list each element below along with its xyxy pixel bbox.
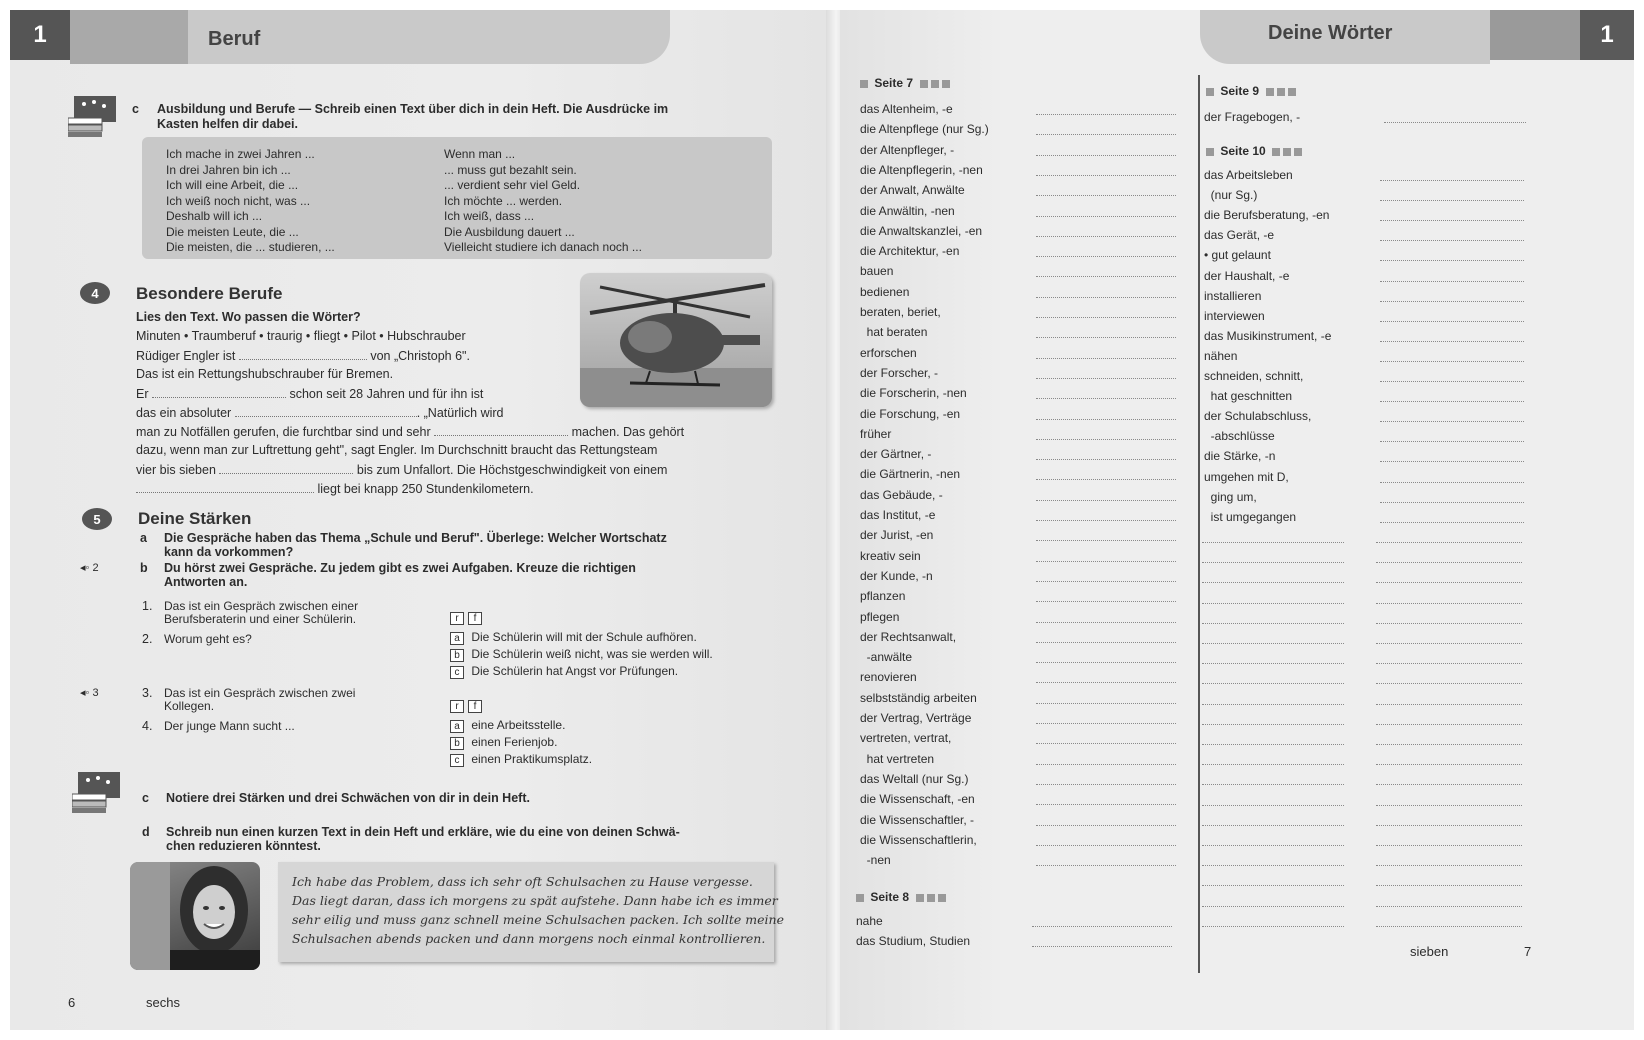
vocab-entry: die Wissenschaftlerin, [860, 832, 977, 847]
vocab-entry: die Forscherin, -nen [860, 386, 967, 401]
translation-line[interactable] [1376, 764, 1522, 765]
translation-line[interactable] [1376, 744, 1522, 745]
translation-line[interactable] [1376, 603, 1522, 604]
translation-line[interactable] [1380, 522, 1524, 523]
translation-line[interactable] [1032, 946, 1172, 947]
vocab-entry: das Arbeitsleben [1204, 168, 1293, 182]
square-icon [1266, 88, 1274, 96]
vocab-entry: das Institut, -e [860, 508, 936, 522]
translation-line[interactable] [1376, 784, 1522, 785]
vocab-entry: das Altenheim, -e [860, 102, 953, 116]
page-number-word: sechs [146, 995, 180, 1010]
translation-line[interactable] [1036, 317, 1176, 318]
translation-line[interactable] [1376, 906, 1522, 907]
translation-line[interactable] [1380, 321, 1524, 322]
translation-line[interactable] [1036, 439, 1176, 440]
empty-vocab-line[interactable] [1202, 542, 1344, 543]
vocab-entry: der Altenpfleger, - [860, 142, 955, 157]
empty-vocab-line[interactable] [1202, 683, 1344, 684]
vocab-entry: die Altenpflegerin, -nen [860, 162, 983, 177]
translation-line[interactable] [1376, 542, 1522, 543]
helicopter-icon [580, 273, 772, 407]
phrases-column-1 [166, 147, 335, 256]
translation-line[interactable] [1376, 562, 1522, 563]
exercise-4-word-list: Minuten • Traumberuf • traurig • fliegt • Pilot • Hubschrauber [136, 329, 466, 343]
audio-track-3[interactable]: ◂◦ 3 [80, 687, 99, 699]
checkbox-option[interactable]: c [450, 666, 464, 679]
translation-line[interactable] [1036, 479, 1176, 480]
vocab-entry: erforschen [860, 345, 917, 360]
vocab-entry: pflegen [860, 609, 900, 624]
vocab-entry: der Vertrag, Verträge [860, 711, 972, 725]
translation-line[interactable] [1380, 381, 1524, 382]
true-false-boxes-3 [450, 698, 486, 713]
translation-line[interactable] [1036, 601, 1176, 602]
gap-field[interactable] [136, 481, 314, 493]
gap-field[interactable] [239, 348, 367, 360]
phrase: Vielleicht studiere ich danach noch ... [444, 240, 642, 254]
translation-line[interactable] [1036, 703, 1176, 704]
translation-line[interactable] [1036, 378, 1176, 379]
empty-vocab-line[interactable] [1202, 764, 1344, 765]
header-shade [1490, 10, 1580, 60]
translation-line[interactable] [1036, 134, 1176, 135]
empty-vocab-line[interactable] [1202, 784, 1344, 785]
gap-field[interactable] [219, 462, 353, 474]
translation-line[interactable] [1036, 297, 1176, 298]
translation-line[interactable] [1380, 361, 1524, 362]
phrases-column-2 [444, 147, 642, 256]
task-b-letter: b [140, 561, 148, 575]
translation-line[interactable] [1380, 482, 1524, 483]
translation-line[interactable] [1036, 195, 1176, 196]
true-false-boxes-1 [450, 610, 486, 625]
empty-vocab-line[interactable] [1202, 865, 1344, 866]
question-3-text-2: Kollegen. [164, 699, 215, 713]
checkbox-falsch[interactable]: f [468, 700, 482, 713]
square-icon [931, 80, 939, 88]
question-3-number: 3. [142, 686, 153, 700]
translation-line[interactable] [1376, 885, 1522, 886]
question-2-text: Worum geht es? [164, 632, 252, 646]
vocab-entry: der Kunde, -n [860, 568, 933, 583]
task-d-text: Schreib nun einen kurzen Text in dein Heft und erkläre, wie du eine von deinen Schwä- [166, 825, 680, 839]
checkbox-option[interactable]: c [450, 754, 464, 767]
vocab-entry: das Gerät, -e [1204, 228, 1275, 243]
translation-line[interactable] [1036, 520, 1176, 521]
phrase: Deshalb will ich ... [166, 209, 263, 223]
empty-vocab-line[interactable] [1202, 582, 1344, 583]
chapter-title: Beruf [208, 28, 261, 50]
vocab-entry: -abschlüsse [1204, 429, 1275, 444]
gap-field[interactable] [152, 386, 286, 398]
vocab-entry: das Musikinstrument, -e [1204, 328, 1332, 343]
translation-line[interactable] [1036, 845, 1176, 846]
vocab-entry: die Architektur, -en [860, 244, 960, 259]
phrase: Ich mache in zwei Jahren ... [166, 147, 315, 161]
phrase: Die meisten, die ... studieren, ... [166, 240, 335, 254]
square-icon [920, 80, 928, 88]
vocab-entry: interviewen [1204, 308, 1265, 323]
answer-option: a Die Schülerin will mit der Schule aufhören. [450, 630, 697, 645]
phrase: ... verdient sehr viel Geld. [444, 178, 581, 192]
translation-line[interactable] [1380, 240, 1524, 241]
empty-vocab-line[interactable] [1202, 643, 1344, 644]
vocab-entry: hat beraten [860, 325, 928, 340]
phrases-box [142, 137, 772, 259]
translation-line[interactable] [1380, 301, 1524, 302]
translation-line[interactable] [1036, 358, 1176, 359]
vocab-entry: die Gärtnerin, -nen [860, 467, 961, 482]
translation-line[interactable] [1036, 500, 1176, 501]
translation-line[interactable] [1380, 281, 1524, 282]
translation-line[interactable] [1380, 260, 1524, 261]
translation-line[interactable] [1036, 175, 1176, 176]
task-b-text: Du hörst zwei Gespräche. Zu jedem gibt es zwei Aufgaben. Kreuze die richtigen [164, 561, 636, 575]
answer-option: b Die Schülerin weiß nicht, was sie werden will. [450, 647, 713, 662]
vocab-entry: renovieren [860, 670, 917, 685]
question-3-text: Das ist ein Gespräch zwischen zwei [164, 686, 356, 700]
vocab-entry: • gut gelaunt [1204, 248, 1271, 263]
page-number-word: sieben [1410, 944, 1449, 959]
gap-field[interactable] [434, 424, 568, 436]
checkbox-option[interactable]: a [450, 632, 464, 645]
vocab-entry: der Forscher, - [860, 365, 939, 380]
question-1-text: Das ist ein Gespräch zwischen einer [164, 599, 359, 613]
empty-vocab-line[interactable] [1202, 724, 1344, 725]
vocab-entry: der Fragebogen, - [1204, 110, 1301, 124]
translation-line[interactable] [1380, 461, 1524, 462]
empty-vocab-line[interactable] [1202, 623, 1344, 624]
text-line-7: vier bis sieben bis zum Unfallort. Die Höchstgeschwindigkeit von einem [136, 463, 668, 477]
translation-line[interactable] [1036, 581, 1176, 582]
phrase: Ich möchte ... werden. [444, 193, 563, 208]
square-icon [1206, 148, 1214, 156]
vocab-entry: -anwälte [860, 650, 913, 665]
helicopter-photo [580, 273, 772, 407]
phrase: Die meisten Leute, die ... [166, 224, 299, 239]
translation-line[interactable] [1380, 401, 1524, 402]
checkbox-option[interactable]: a [450, 720, 464, 733]
square-icon [916, 894, 924, 902]
task-c-text: Notiere drei Stärken und drei Schwächen von dir in dein Heft. [166, 791, 530, 805]
translation-line[interactable] [1032, 926, 1172, 927]
translation-line[interactable] [1376, 805, 1522, 806]
square-icon [1206, 88, 1214, 96]
phrase: Ich will eine Arbeit, die ... [166, 178, 299, 192]
translation-line[interactable] [1376, 582, 1522, 583]
translation-line[interactable] [1380, 220, 1524, 221]
phrase: Ich weiß, dass ... [444, 209, 535, 223]
translation-line[interactable] [1376, 623, 1522, 624]
gap-field[interactable] [235, 405, 417, 417]
vocab-entry: hat geschnitten [1204, 389, 1293, 404]
section-seite-9: Seite 9 [1206, 84, 1299, 98]
checkbox-falsch[interactable]: f [468, 612, 482, 625]
translation-line[interactable] [1036, 276, 1176, 277]
vocab-entry: pflanzen [860, 589, 906, 604]
vocab-entry: der Haushalt, -e [1204, 268, 1290, 283]
empty-vocab-line[interactable] [1202, 885, 1344, 886]
question-4-number: 4. [142, 719, 153, 733]
translation-line[interactable] [1036, 155, 1176, 156]
vocab-entry: schneiden, schnitt, [1204, 369, 1304, 383]
chapter-number: 1 [1580, 10, 1634, 60]
translation-line[interactable] [1036, 682, 1176, 683]
translation-line[interactable] [1380, 502, 1524, 503]
vocab-entry: die Wissenschaft, -en [860, 792, 975, 807]
empty-vocab-line[interactable] [1202, 906, 1344, 907]
empty-vocab-line[interactable] [1202, 603, 1344, 604]
empty-vocab-line[interactable] [1202, 926, 1344, 927]
translation-line[interactable] [1036, 784, 1176, 785]
answer-option: c einen Praktikumsplatz. [450, 752, 592, 767]
column-divider [1198, 75, 1200, 973]
translation-line[interactable] [1376, 926, 1522, 927]
page-number: 6 [68, 995, 76, 1010]
phrase: ... muss gut bezahlt sein. [444, 162, 577, 177]
vocab-entry: die Wissenschaftler, - [860, 812, 975, 827]
phrase: In drei Jahren bin ich ... [166, 162, 291, 177]
text-line-4: das ein absoluter . „Natürlich wird [136, 406, 504, 420]
question-1-text-2: Berufsberaterin und einer Schülerin. [164, 612, 357, 626]
text-line-2: Das ist ein Rettungshubschrauber für Bremen. [136, 367, 394, 381]
square-icon [938, 894, 946, 902]
writing-task-icon [72, 770, 122, 814]
checkbox-option[interactable]: b [450, 737, 464, 750]
section-seite-10: Seite 10 [1206, 144, 1305, 158]
text-line-1: Rüdiger Engler ist von „Christoph 6". [136, 349, 470, 363]
task-d-letter: d [142, 825, 150, 839]
task-a-letter: a [140, 531, 147, 545]
translation-line[interactable] [1376, 663, 1522, 664]
task-b-text-2: Antworten an. [164, 575, 248, 589]
vocab-entry: die Anwältin, -nen [860, 203, 955, 218]
section-seite-8: Seite 8 [856, 890, 949, 904]
page-number: 7 [1524, 944, 1532, 959]
translation-line[interactable] [1036, 459, 1176, 460]
vocab-entry: die Altenpflege (nur Sg.) [860, 122, 989, 137]
vocab-entry: bedienen [860, 284, 910, 299]
empty-vocab-line[interactable] [1202, 663, 1344, 664]
example-text-note [278, 862, 784, 962]
vocab-title: Deine Wörter [1268, 22, 1393, 44]
answer-option: a eine Arbeitsstelle. [450, 718, 565, 733]
translation-line[interactable] [1376, 865, 1522, 866]
translation-line[interactable] [1384, 122, 1526, 123]
vocab-entry: die Berufsberatung, -en [1204, 208, 1330, 223]
empty-vocab-line[interactable] [1202, 845, 1344, 846]
translation-line[interactable] [1036, 561, 1176, 562]
phrase: Die Ausbildung dauert ... [444, 224, 575, 239]
exercise-5-badge: 5 [82, 508, 112, 530]
answer-option: c Die Schülerin hat Angst vor Prüfungen. [450, 664, 678, 679]
vocab-entry: vertreten, vertrat, [860, 731, 952, 746]
vocab-entry: die Stärke, -n [1204, 449, 1276, 464]
empty-vocab-line[interactable] [1202, 562, 1344, 563]
header-shade [70, 10, 188, 64]
task-d-text-2: chen reduzieren könntest. [166, 839, 321, 853]
vocab-entry: der Schulabschluss, [1204, 409, 1312, 424]
translation-line[interactable] [1376, 724, 1522, 725]
translation-line[interactable] [1036, 804, 1176, 805]
translation-line[interactable] [1036, 865, 1176, 866]
vocab-entry: (nur Sg.) [1204, 188, 1258, 203]
square-icon [856, 894, 864, 902]
section-seite-7: Seite 7 [860, 76, 953, 90]
checkbox-richtig[interactable]: r [450, 612, 464, 625]
vocab-entry: selbstständig arbeiten [860, 690, 977, 705]
translation-line[interactable] [1036, 419, 1176, 420]
checkbox-option[interactable]: b [450, 649, 464, 662]
vocab-entry: der Rechtsanwalt, [860, 629, 957, 644]
girl-portrait-icon [130, 862, 260, 970]
note-text: Ich habe das Problem, dass ich sehr oft Schulsachen zu Hause vergesse. Das liegt daran, dass ich morgens zu spät aufstehe. Dann habe ich es immer sehr eilig und muss ganz schnell meine Schulsachen packen. Ich sollte meine Schulsachen abends packen und dann morgens noch einmal kontrollieren. [292, 874, 784, 946]
vocab-entry: die Anwaltskanzlei, -en [860, 223, 983, 238]
vocab-entry: nahe [856, 914, 883, 928]
translation-line[interactable] [1036, 622, 1176, 623]
book-spread [10, 10, 1634, 1030]
vocab-entry: der Gärtner, - [860, 447, 932, 462]
exercise-c-letter: c [132, 102, 139, 116]
translation-line[interactable] [1380, 180, 1524, 181]
square-icon [1277, 88, 1285, 96]
text-line-5: man zu Notfällen gerufen, die furchtbar sind und sehr machen. Das gehört [136, 425, 685, 439]
exercise-4-instruction: Lies den Text. Wo passen die Wörter? [136, 310, 361, 324]
phrase: Ich weiß noch nicht, was ... [166, 193, 311, 208]
vocab-entry: der Anwalt, Anwälte [860, 183, 965, 198]
vocab-entry: nähen [1204, 348, 1238, 363]
translation-line[interactable] [1036, 743, 1176, 744]
translation-line[interactable] [1036, 114, 1176, 115]
vocab-entry: installieren [1204, 288, 1262, 303]
translation-line[interactable] [1376, 704, 1522, 705]
right-page [840, 10, 1634, 1030]
translation-line[interactable] [1376, 825, 1522, 826]
text-line-8: liegt bei knapp 250 Stundenkilometern. [136, 481, 534, 497]
square-icon [1272, 148, 1280, 156]
square-icon [927, 894, 935, 902]
empty-vocab-line[interactable] [1202, 704, 1344, 705]
square-icon [1294, 148, 1302, 156]
vocab-entry: ging um, [1204, 489, 1257, 504]
task-c-letter: c [142, 791, 149, 805]
exercise-4-badge: 4 [80, 282, 110, 304]
vocab-entry: das Gebäude, - [860, 487, 943, 502]
task-a-text: Die Gespräche haben das Thema „Schule und Beruf". Überlege: Welcher Wortschatz [164, 531, 667, 545]
translation-line[interactable] [1036, 398, 1176, 399]
square-icon [1283, 148, 1291, 156]
translation-line[interactable] [1036, 825, 1176, 826]
translation-line[interactable] [1036, 540, 1176, 541]
translation-line[interactable] [1036, 642, 1176, 643]
answer-option: b einen Ferienjob. [450, 735, 557, 750]
vocab-entry: früher [860, 426, 892, 441]
vocab-entry: die Forschung, -en [860, 406, 961, 421]
translation-line[interactable] [1380, 441, 1524, 442]
translation-line[interactable] [1380, 341, 1524, 342]
square-icon [860, 80, 868, 88]
empty-vocab-line[interactable] [1202, 825, 1344, 826]
translation-line[interactable] [1036, 236, 1176, 237]
translation-line[interactable] [1380, 421, 1524, 422]
vocab-entry: kreativ sein [860, 548, 921, 563]
exercise-5-title: Deine Stärken [138, 509, 252, 528]
question-2-number: 2. [142, 632, 153, 646]
vocab-entry: hat vertreten [860, 751, 935, 766]
translation-line[interactable] [1376, 683, 1522, 684]
empty-vocab-line[interactable] [1202, 805, 1344, 806]
vocab-entry: ist umgegangen [1204, 509, 1297, 524]
question-4-text: Der junge Mann sucht ... [164, 719, 295, 733]
checkbox-richtig[interactable]: r [450, 700, 464, 713]
vocab-entry: beraten, beriet, [860, 305, 941, 319]
exercise-c-instruction: Ausbildung und Berufe — Schreib einen Text über dich in dein Heft. Die Ausdrücke im [157, 102, 669, 116]
task-a-text-2: kann da vorkommen? [164, 545, 294, 559]
vocab-entry: das Weltall (nur Sg.) [860, 771, 969, 786]
vocab-entry: umgehen mit D, [1204, 469, 1289, 484]
translation-line[interactable] [1036, 216, 1176, 217]
square-icon [942, 80, 950, 88]
translation-line[interactable] [1376, 643, 1522, 644]
exercise-4-title: Besondere Berufe [136, 284, 283, 303]
left-page [10, 10, 834, 1030]
student-photo [130, 862, 260, 970]
translation-line[interactable] [1380, 200, 1524, 201]
vocab-entry: -nen [860, 853, 891, 868]
text-line-6: dazu, wenn man zur Luftrettung geht", sagt Engler. Im Durchschnitt braucht das Rettungsteam [136, 443, 658, 457]
empty-vocab-line[interactable] [1202, 744, 1344, 745]
vocab-entry: bauen [860, 264, 894, 279]
translation-line[interactable] [1036, 337, 1176, 338]
question-1-number: 1. [142, 599, 153, 613]
vocab-entry: der Jurist, -en [860, 528, 934, 543]
translation-line[interactable] [1036, 764, 1176, 765]
audio-track-2[interactable]: ◂◦ 2 [80, 562, 99, 574]
chapter-number: 1 [10, 10, 70, 60]
phrase: Wenn man ... [444, 147, 516, 161]
translation-line[interactable] [1036, 662, 1176, 663]
text-line-3: Er schon seit 28 Jahren und für ihn ist [136, 387, 484, 401]
exercise-c-instruction-2: Kasten helfen dir dabei. [157, 117, 299, 131]
vocab-entry: das Studium, Studien [856, 934, 971, 948]
square-icon [1288, 88, 1296, 96]
translation-line[interactable] [1376, 845, 1522, 846]
translation-line[interactable] [1036, 256, 1176, 257]
writing-task-icon [68, 94, 118, 138]
translation-line[interactable] [1036, 723, 1176, 724]
